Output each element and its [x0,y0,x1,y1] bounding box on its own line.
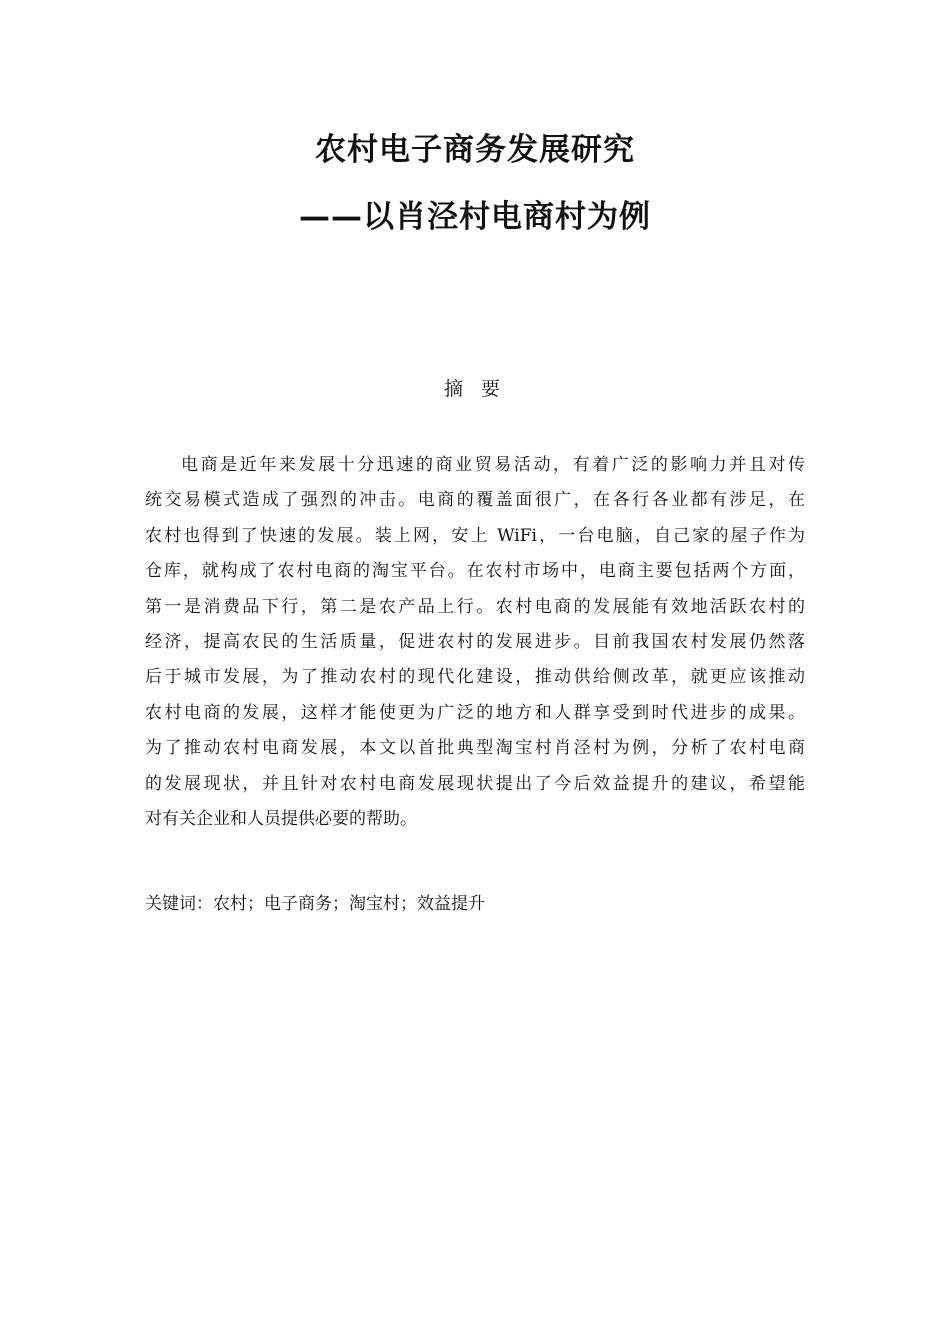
document-subtitle: ——以肖泾村电商村为例 [299,199,651,235]
document-title: 农村电子商务发展研究 [315,132,635,168]
abstract-line: 经济，提高农民的生活质量，促进农村的发展进步。目前我国农村发展仍然落 [145,631,805,652]
abstract-line: 为了推动农村电商发展，本文以首批典型淘宝村肖泾村为例，分析了农村电商 [145,738,805,759]
abstract-line: 农村电商的发展，这样才能使更为广泛的地方和人群享受到时代进步的成果。 [145,702,805,723]
abstract-line: 农村也得到了快速的发展。装上网，安上 WiFi，一台电脑，自己家的屋子作为 [145,525,805,546]
abstract-line: 对有关企业和人员提供必要的帮助。 [145,808,417,829]
abstract-line: 仓库，就构成了农村电商的淘宝平台。在农村市场中，电商主要包括两个方面， [145,561,805,582]
abstract-line: 的发展现状，并且针对农村电商发展现状提出了今后效益提升的建议，希望能 [145,773,805,794]
abstract-line: 电商是近年来发展十分迅速的商业贸易活动，有着广泛的影响力并且对传 [181,455,805,475]
abstract-heading: 摘 要 [443,378,507,400]
abstract-line: 统交易模式造成了强烈的冲击。电商的覆盖面很广，在各行各业都有涉足，在 [145,490,805,511]
abstract-line: 第一是消费品下行，第二是农产品上行。农村电商的发展能有效地活跃农村的 [145,596,805,617]
abstract-body [145,448,805,837]
abstract-line: 后于城市发展，为了推动农村的现代化建设，推动供给侧改革，就更应该推动 [145,667,805,688]
keywords-line: 关键词：农村；电子商务；淘宝村；效益提升 [145,894,485,914]
